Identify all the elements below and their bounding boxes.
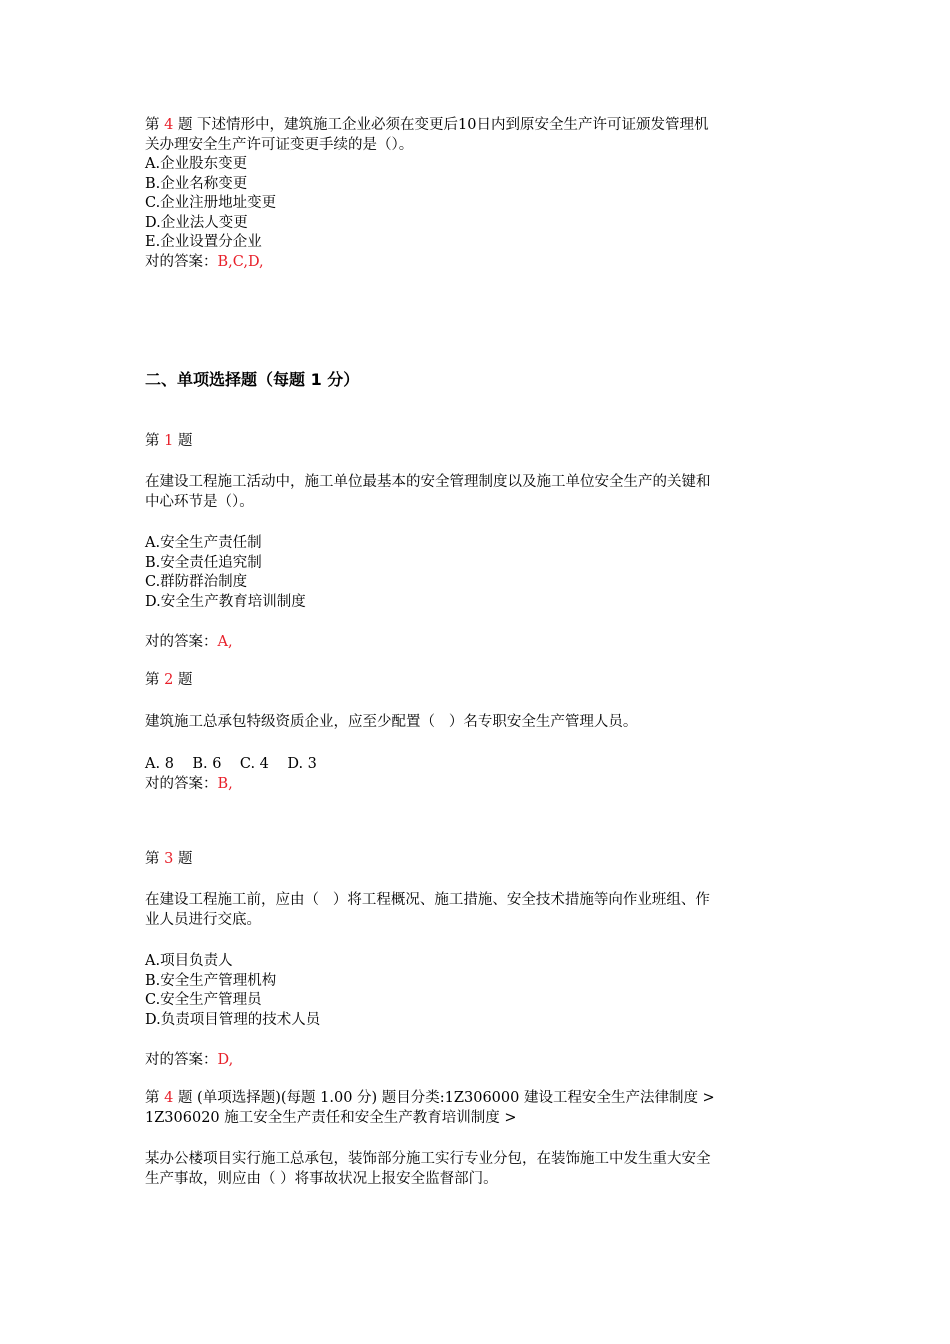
- option-d: D.安全生产教育培训制度: [145, 593, 306, 610]
- option-c: C.安全生产管理员: [145, 992, 262, 1008]
- question-3-answer: [145, 1051, 810, 1071]
- answer-value: A,: [217, 634, 233, 650]
- question-title: 第 4 题 下述情形中，建筑施工企业必须在变更后10日内到原安全生产许可证颁发管理机: [145, 117, 709, 133]
- question-title: 第 1 题: [145, 433, 193, 449]
- answer-line: 对的答案：D,: [145, 1052, 234, 1068]
- answer-line: 对的答案：A,: [145, 634, 233, 650]
- question-1-body: [145, 473, 810, 512]
- question-3: [145, 850, 810, 870]
- options-line: A. 8 B. 6 C. 4 D. 3: [145, 756, 317, 772]
- question-number: 2: [164, 672, 174, 688]
- question-1: [145, 432, 810, 452]
- question-number: 1: [164, 433, 174, 449]
- question-text: 业人员进行交底。: [145, 911, 261, 928]
- question-3-options: [145, 952, 810, 1030]
- question-2: [145, 671, 810, 691]
- answer-value: B,C,D,: [217, 253, 264, 270]
- question-text: 某办公楼项目实行施工总承包，装饰部分施工实行专业分包，在装饰施工中发生重大安全: [145, 1151, 711, 1167]
- option-c: C.群防群治制度: [145, 574, 248, 590]
- question-category: 1Z306020 施工安全生产责任和安全生产教育培训制度 >: [145, 1109, 517, 1126]
- question-text: 在建设工程施工活动中，施工单位最基本的安全管理制度以及施工单位安全生产的关键和: [145, 474, 711, 490]
- answer-line: 对的答案：B,: [145, 775, 233, 792]
- option-e: E.企业设置分企业: [145, 234, 262, 250]
- option-c: C.企业注册地址变更: [145, 195, 277, 211]
- question-4-single-body: [145, 1150, 810, 1189]
- question-text: 中心环节是（）。: [145, 493, 254, 510]
- option-d: D.企业法人变更: [145, 214, 248, 231]
- option-a: A.企业股东变更: [145, 156, 248, 172]
- question-1-answer: [145, 633, 810, 653]
- question-2-options: [145, 755, 810, 794]
- question-text: 关办理安全生产许可证变更手续的是（）。: [145, 136, 414, 153]
- option-b: B.安全生产管理机构: [145, 972, 277, 989]
- question-number: 4: [164, 117, 174, 133]
- question-2-body: [145, 713, 810, 733]
- question-text: 生产事故，则应由（ ）将事故状况上报安全监督部门。: [145, 1170, 498, 1187]
- option-b: B.企业名称变更: [145, 175, 248, 192]
- question-title: 第 2 题: [145, 672, 193, 688]
- answer-line: 对的答案：B,C,D,: [145, 253, 264, 270]
- question-text: 在建设工程施工前，应由（ ）将工程概况、施工措施、安全技术措施等向作业班组、作: [145, 892, 710, 908]
- question-text: 建筑施工总承包特级资质企业，应至少配置（ ）名专职安全生产管理人员。: [145, 714, 638, 730]
- question-title: 第 3 题: [145, 851, 193, 867]
- option-a: A.安全生产责任制: [145, 535, 262, 551]
- answer-value: D,: [217, 1052, 234, 1068]
- question-4-multi: [145, 116, 810, 272]
- option-d: D.负责项目管理的技术人员: [145, 1011, 321, 1028]
- question-3-body: [145, 891, 810, 930]
- option-a: A.项目负责人: [145, 953, 233, 969]
- question-number: 4: [164, 1090, 174, 1106]
- question-number: 3: [164, 851, 174, 867]
- question-4-single: [145, 1089, 810, 1128]
- section-title: 二、单项选择题（每题 1 分）: [145, 370, 360, 389]
- question-1-options: [145, 534, 810, 612]
- section-heading: [145, 370, 810, 390]
- option-b: B.安全责任追究制: [145, 554, 262, 571]
- question-title: 第 4 题 (单项选择题)(每题 1.00 分) 题目分类:1Z306000 建设工程安全生产法律制度 >: [145, 1090, 715, 1106]
- answer-value: B,: [217, 775, 233, 792]
